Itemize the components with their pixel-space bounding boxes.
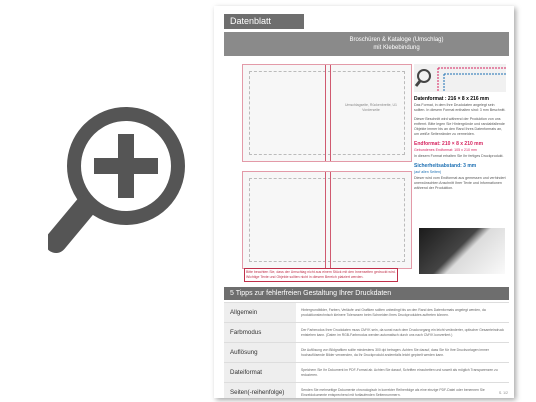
data-format-text: Das Format, in dem Ihre Druckdaten angelegt sein sollten. In diesem Format enthalten sind: 3 mm Beschnitt. — [414, 103, 506, 112]
warning-note: Bitte beachten Sie, dass der Umschlag nicht aus einem Stück mit den Innenseiten gedruckt wird. Wichtige Texte und Objekte sollten nicht in diesem Bereich platziert werden. — [244, 268, 398, 282]
data-format-title: Datenformat : 216 × 8 x 216 mm — [414, 96, 489, 102]
zoom-in-icon[interactable] — [48, 104, 188, 254]
table-row — [224, 342, 509, 362]
tip-label: Seiten(-reihenfolge) — [224, 383, 296, 398]
corner-preview-graphic — [414, 64, 506, 92]
subtitle-line-2: mit Klebebindung — [373, 45, 420, 51]
final-format-sub: Gebundenes Endformat: 105 x 210 mm — [414, 148, 477, 152]
page-subtitle — [224, 32, 509, 56]
bleed-text: Dieser Beschnitt wird während der Produktion von uns entfernt. Bitte legen Sie Hintergründe und randabfallende Objekte immer bis an den Rand Ihres Datenformats an, um weiße Seitenränder zu vermeiden. — [414, 117, 505, 136]
safety-margin-text: Dieser wird vom Endformat aus gemessen und verhindert unerwünschten Anschnitt Ihrer Texte und Informationen während der Produktion. — [414, 176, 506, 190]
tip-text: Die Auflösung von Bildgrafiken sollte mindestens 300 dpi betragen. Achten Sie darauf, dass Sie für Ihre Druckvorlagen immer hochauflösende Bilder verwenden, da Ihr Druckprodukt andernfalls leicht gepixelt werden kann. — [301, 347, 489, 357]
final-format-title: Endformat: 210 × 8 x 210 mm — [414, 141, 484, 147]
safety-margin-title: Sicherheitsabstand: 3 mm — [414, 163, 477, 169]
cover-layout-diagram-outside — [242, 64, 412, 162]
spine-marker — [325, 65, 331, 161]
subtitle-line-1: Broschüren & Kataloge (Umschlag) — [349, 37, 444, 43]
tip-text: Senden Sie mehrseitige Dokumente chronologisch in korrekter Reihenfolge als eine einzige PDF-Datei oder benennen Sie Einzeldokumente entsprechend mit fortlaufenden Seitennummern. — [301, 387, 485, 397]
cover-layout-diagram-inside — [242, 171, 412, 269]
format-info-panel — [414, 96, 506, 195]
corner-zoom-preview — [414, 64, 506, 92]
brochure-photo — [419, 228, 505, 274]
tip-label: Farbmodus — [224, 323, 296, 342]
tip-text: Der Farbmodus Ihrer Druckdaten muss CMYK sein, da sonst nach dem Druckvorgang ein leicht veränderter, optischer Gesamteindruck entstehen kann. (Daten im RGB-Farbmodus werden automatisch durch uns nach CMYK konvertiert.) — [301, 327, 504, 337]
safety-margin-sub: (auf allen Seiten) — [414, 170, 442, 174]
table-row — [224, 382, 509, 398]
tip-label: Auflösung — [224, 343, 296, 362]
tip-text: Speichern Sie Ihr Dokument im PDF-Format ab. Achten Sie darauf, Schriften einzubetten und soweit als möglich Transparenzen zu reduzieren. — [301, 367, 498, 377]
page-title: Datenblatt — [224, 14, 304, 29]
datasheet-page — [214, 6, 514, 398]
final-format-text: In diesem Format erhalten Sie Ihr fertiges Druckprodukt. — [414, 154, 504, 158]
table-row — [224, 302, 509, 322]
tip-text: Hintergrundbilder, Farben, Verläufe und Grafiken sollten unbedingt bis an den Rand des Datenformats angelegt werden, da produktionstechnisch kleinere Toleranzen beim Schneiden Ihres Druckproduktes auftreten können. — [301, 307, 486, 317]
table-row — [224, 322, 509, 342]
tips-table — [224, 302, 509, 398]
tip-label: Dateiformat — [224, 363, 296, 382]
tip-label: Allgemein — [224, 303, 296, 322]
diagram-label: Umschlagseite, Rückenbreite, U1 Vorderseite — [345, 103, 397, 112]
spine-marker-inside — [325, 172, 331, 268]
tips-heading: 5 Tipps zur fehlerfreien Gestaltung Ihrer Druckdaten — [224, 287, 509, 300]
table-row — [224, 362, 509, 382]
page-number: S. 1/2 — [498, 391, 508, 395]
